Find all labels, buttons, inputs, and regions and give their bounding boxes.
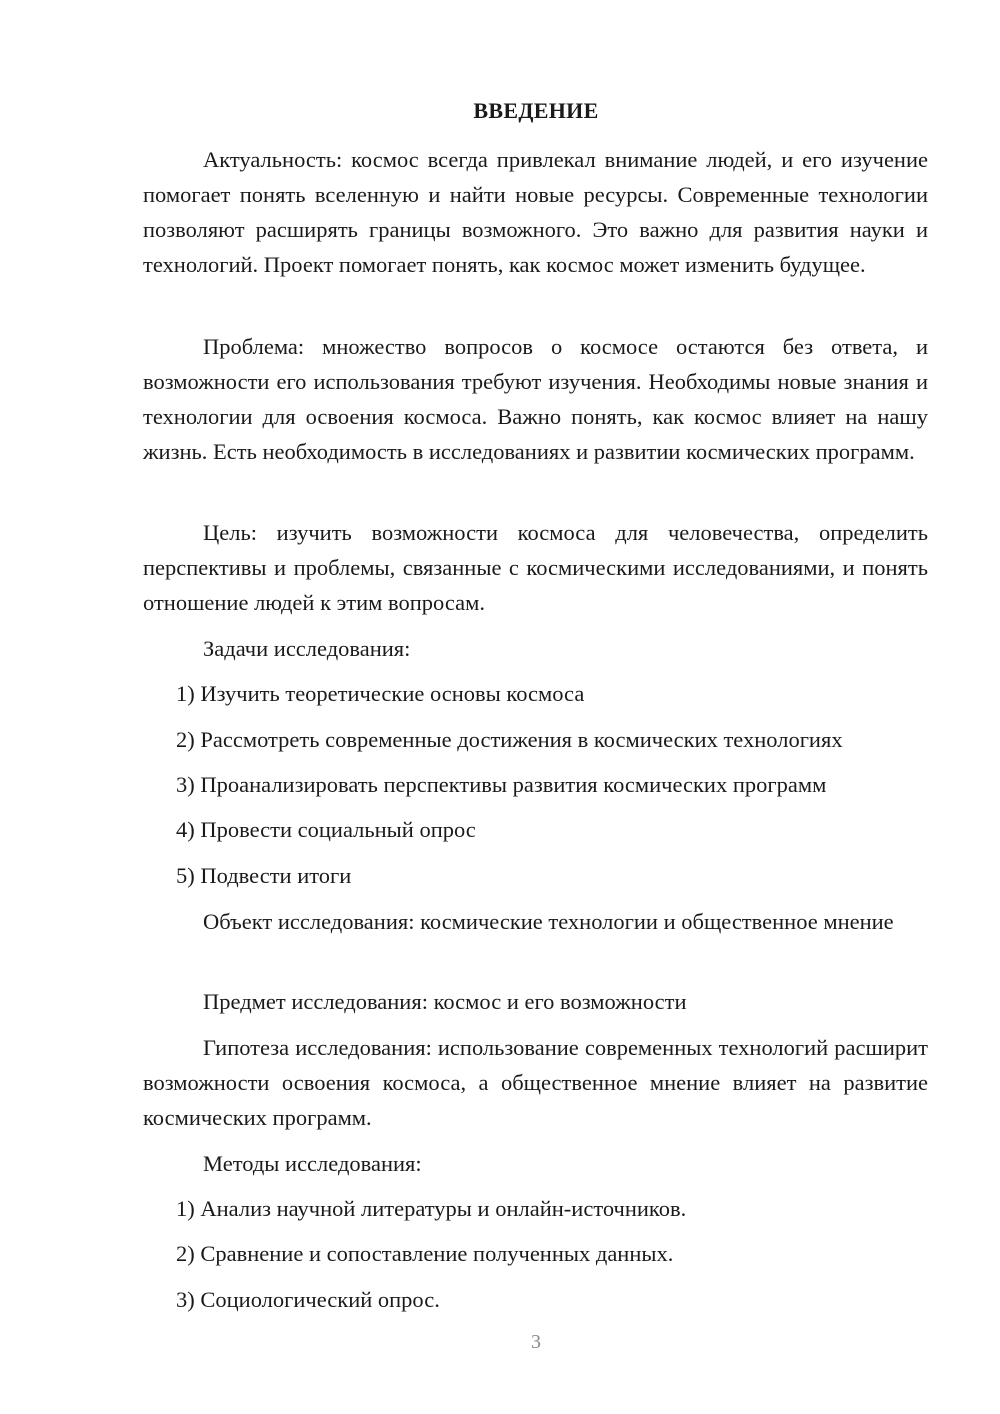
page-number: 3 [531,1331,541,1353]
task-item: 2) Рассмотреть современные достижения в космических технологиях [176,727,843,752]
hypothesis-paragraph: Гипотеза исследования: использование современных технологий расширит возможности освоения космоса, а общественное мнение влияет на развитие космических программ. [143,1035,928,1130]
methods-label: Методы исследования: [203,1151,422,1176]
task-item: 3) Проанализировать перспективы развития космических программ [176,772,827,797]
method-item: 1) Анализ научной литературы и онлайн-источников. [176,1196,687,1221]
task-item: 1) Изучить теоретические основы космоса [176,681,585,706]
subject-paragraph: Предмет исследования: космос и его возможности [203,989,687,1014]
method-item: 2) Сравнение и сопоставление полученных данных. [176,1241,674,1266]
method-item: 3) Социологический опрос. [176,1287,440,1312]
problem-paragraph: Проблема: множество вопросов о космосе остаются без ответа, и возможности его использования требуют изучения. Необходимы новые знания и технологии для освоения космоса. Важно понять, как космос влияет на нашу жизнь. Есть необходимость в исследованиях и развитии космических программ. [143,334,928,464]
object-paragraph: Объект исследования: космические технологии и общественное мнение [203,909,894,934]
relevance-paragraph: Актуальность: космос всегда привлекал внимание людей, и его изучение помогает понять вселенную и найти новые ресурсы. Современные технологии позволяют расширять границы возможного. Это важно для развития науки и технологий. Проект помогает понять, как космос может изменить будущее. [143,147,928,277]
tasks-label: Задачи исследования: [203,636,411,661]
goal-paragraph: Цель: изучить возможности космоса для человечества, определить перспективы и проблемы, связанные с космическими исследованиями, и понять отношение людей к этим вопросам. [143,520,928,615]
task-item: 5) Подвести итоги [176,863,352,888]
section-heading: ВВЕДЕНИЕ [473,98,599,123]
task-item: 4) Провести социальный опрос [176,817,476,842]
